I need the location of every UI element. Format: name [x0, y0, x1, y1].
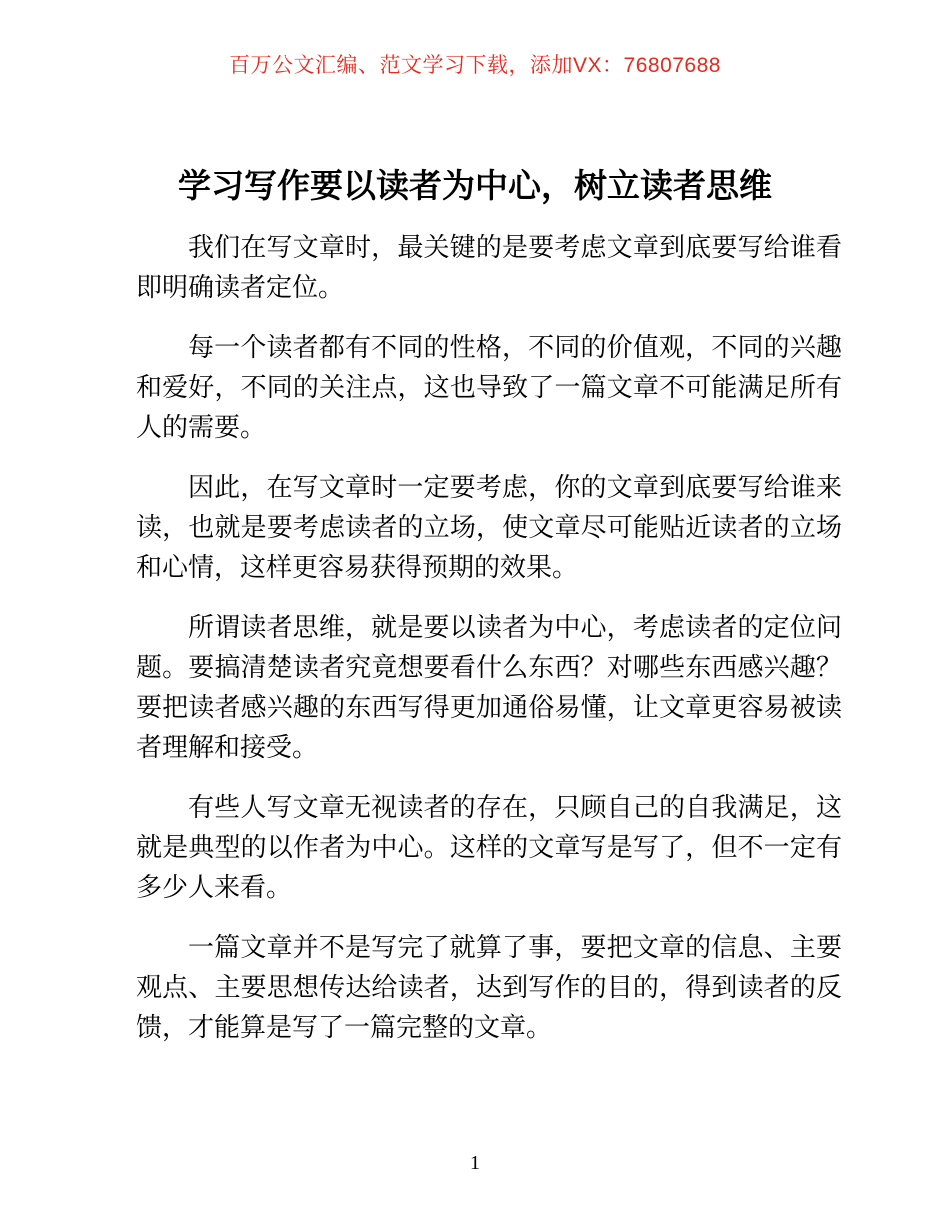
paragraph: 我们在写文章时，最关键的是要考虑文章到底要写给谁看即明确读者定位。: [136, 232, 842, 302]
paragraph: 所谓读者思维，就是要以读者为中心，考虑读者的定位问题。要搞清楚读者究竟想要看什么东西？对哪些东西感兴趣？要把读者感兴趣的东西写得更加通俗易懂，让文章更容易被读者理解和接受。: [136, 612, 842, 762]
paragraph: 有些人写文章无视读者的存在，只顾自己的自我满足，这就是典型的以作者为中心。这样的文章写是写了，但不一定有多少人来看。: [136, 792, 842, 902]
promo-notice: 百万公文汇编、范文学习下载，添加VX：76807688: [229, 54, 721, 77]
page-title: 学习写作要以读者为中心，树立读者思维: [178, 167, 772, 204]
paragraph: 每一个读者都有不同的性格，不同的价值观，不同的兴趣和爱好，不同的关注点，这也导致了一篇文章不可能满足所有人的需要。: [136, 332, 842, 442]
paragraph: 因此，在写文章时一定要考虑，你的文章到底要写给谁来读，也就是要考虑读者的立场，使文章尽可能贴近读者的立场和心情，这样更容易获得预期的效果。: [136, 472, 842, 582]
paragraph: 一篇文章并不是写完了就算了事，要把文章的信息、主要观点、主要思想传达给读者，达到写作的目的，得到读者的反馈，才能算是写了一篇完整的文章。: [136, 932, 842, 1042]
page-number: 1: [470, 1152, 480, 1174]
document-body: [136, 227, 842, 1067]
